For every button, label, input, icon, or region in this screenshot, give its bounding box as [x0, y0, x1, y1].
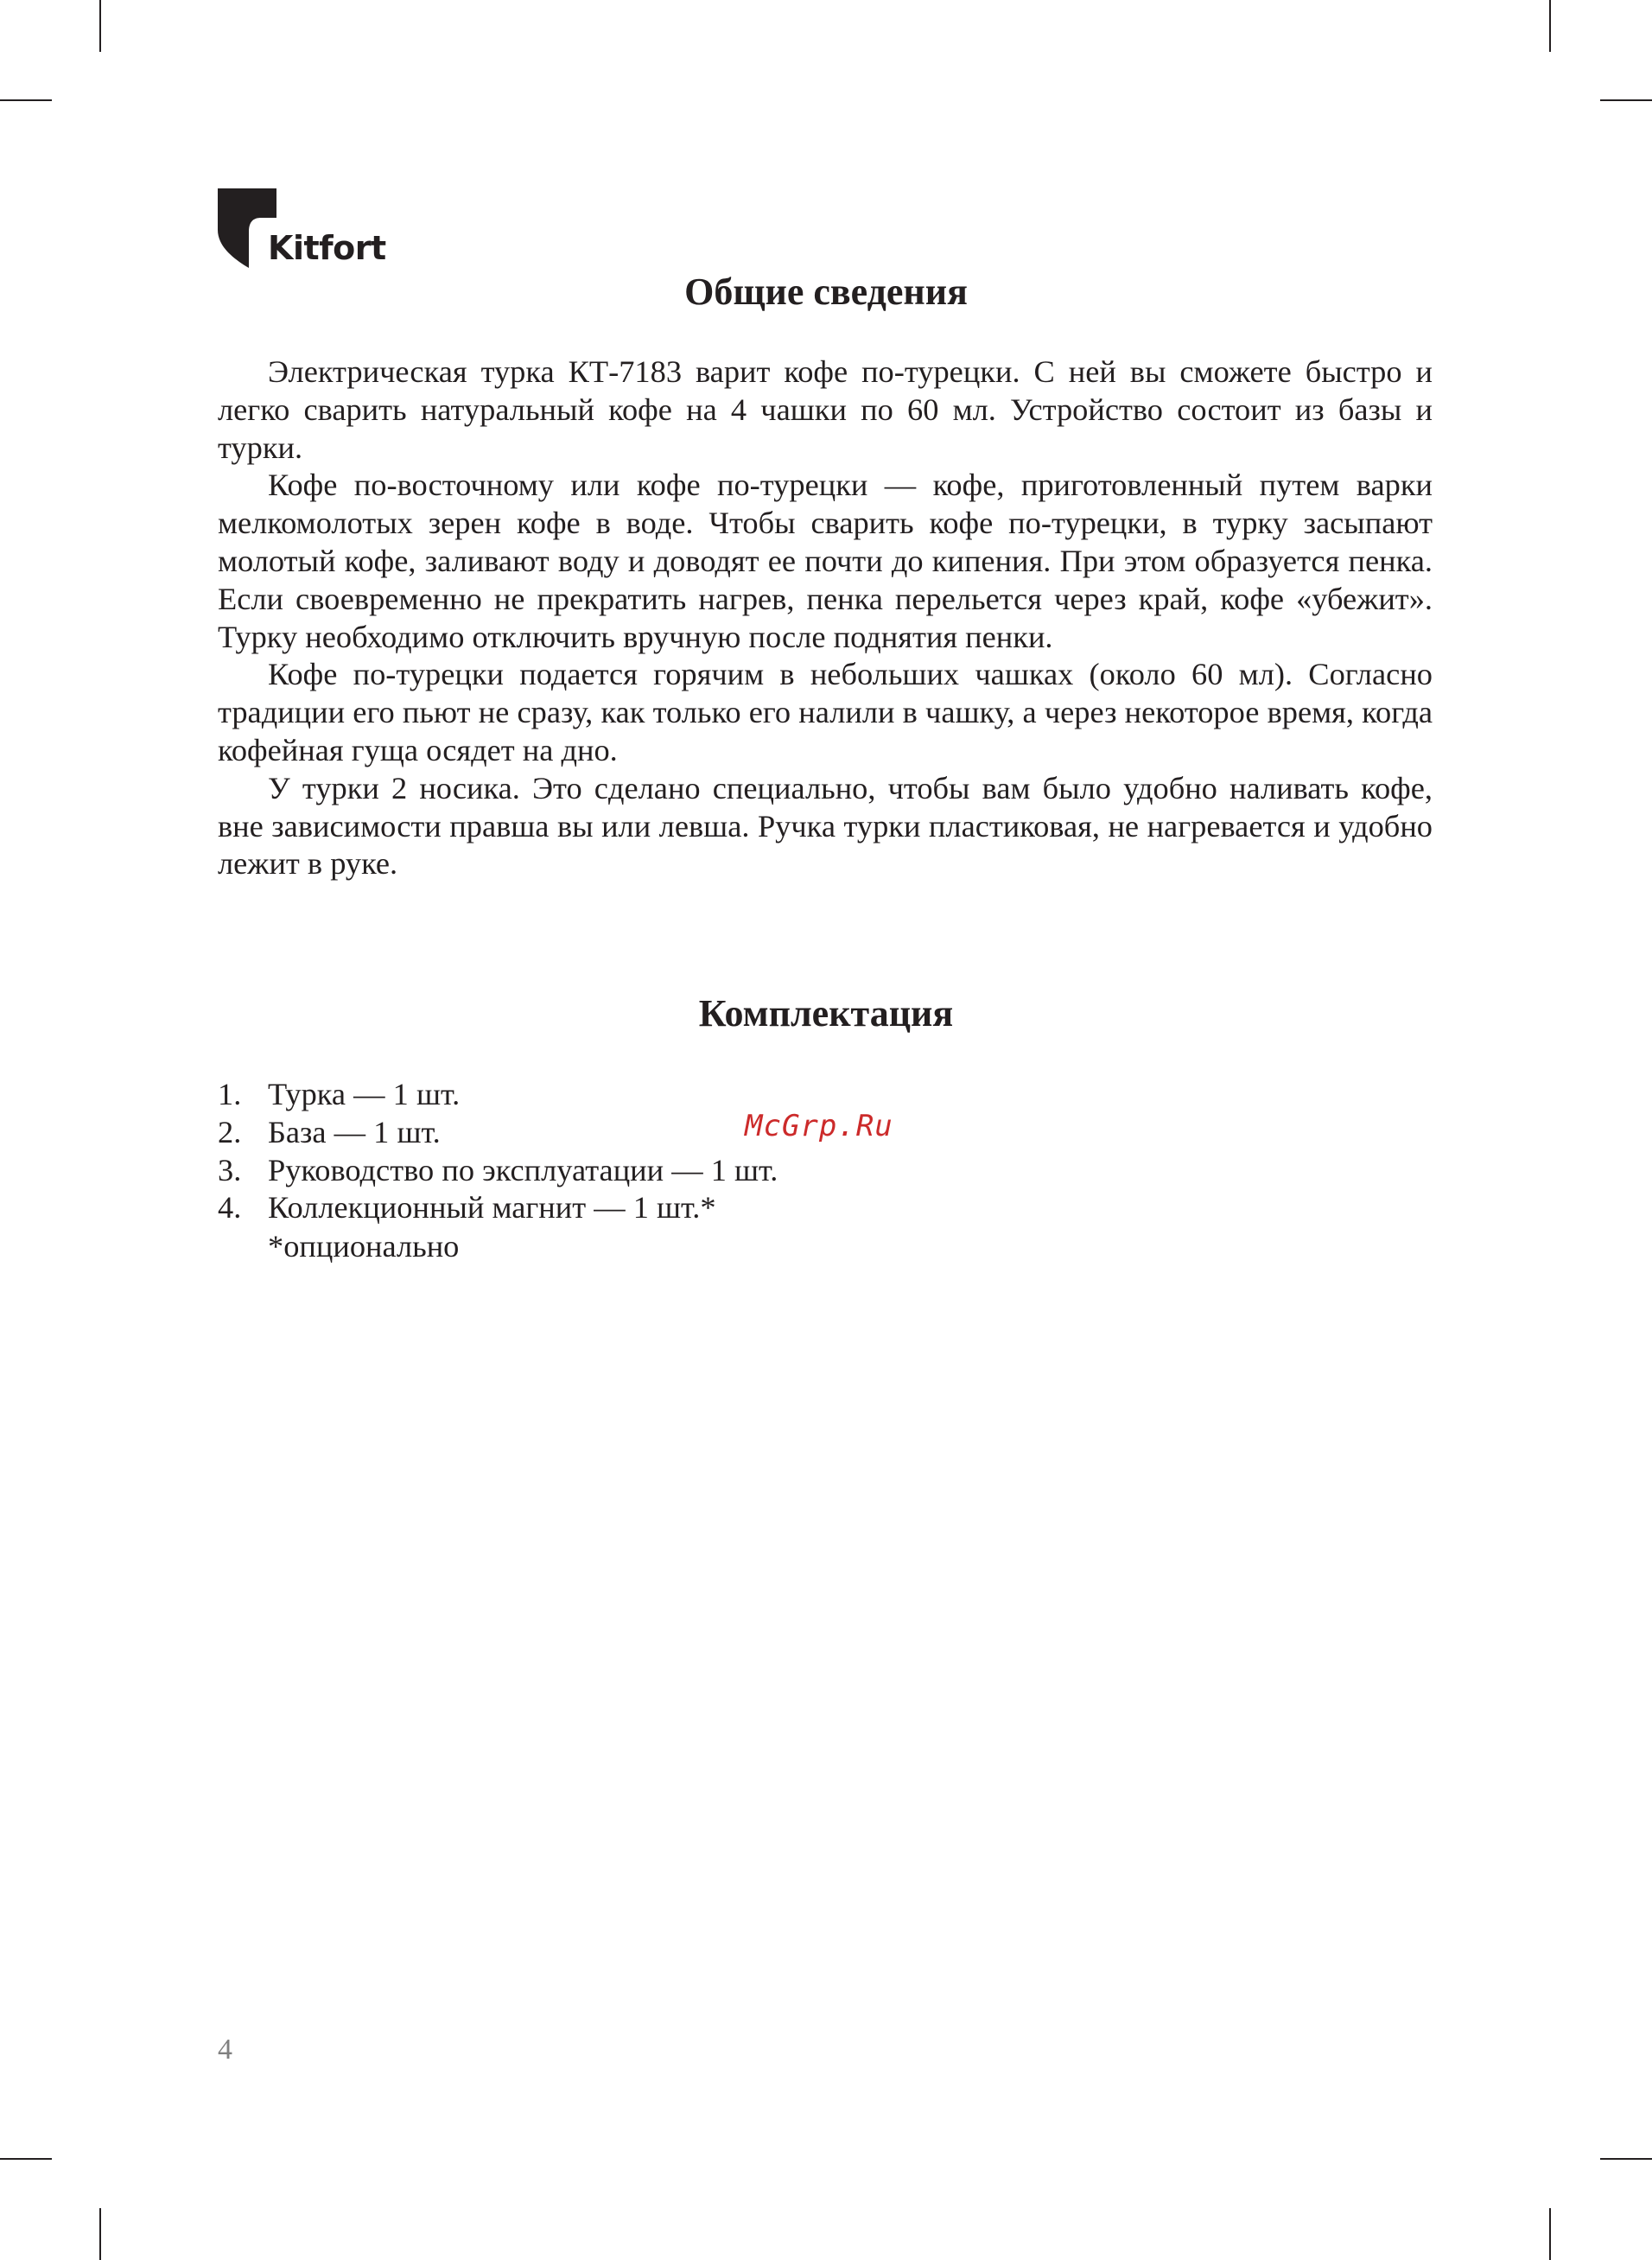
paragraph: У турки 2 носика. Это сделано специально, чтобы вам было удобно наливать кофе, вне зависимости правша вы или левша. Ручка турки пластиковая, не нагревается и удобно лежит в руке. [218, 770, 1433, 882]
crop-mark-top-left [99, 0, 101, 52]
crop-mark-top-right-h [1600, 99, 1652, 101]
section-title-general: Общие сведения [684, 271, 968, 313]
paragraph: Кофе по-турецки подается горячим в небольших чашках (около 60 мл). Согласно традиции его пьют не сразу, как только его налили в чашку, а через некоторое время, когда кофейная гуща осядет на дно. [218, 657, 1433, 767]
section-title-kit: Комплектация [698, 992, 954, 1035]
list-item-number: 1. [218, 1077, 242, 1111]
list-item [218, 1114, 778, 1152]
list-item-number: 2. [218, 1114, 242, 1149]
crop-mark-top-right [1549, 0, 1551, 52]
kitfort-logo [218, 188, 391, 275]
list-item [218, 1189, 778, 1227]
kitfort-logo-text: Kitfort [268, 229, 386, 267]
list-item-text: Коллекционный магнит — 1 шт.* [268, 1190, 716, 1225]
list-item [218, 1076, 778, 1114]
kit-footnote: *опционально [268, 1229, 460, 1264]
kit-list [218, 1076, 778, 1227]
crop-mark-bottom-left [99, 2208, 101, 2260]
list-item-number: 3. [218, 1152, 242, 1187]
crop-mark-bottom-right-h [1600, 2158, 1652, 2160]
list-item-number: 4. [218, 1190, 242, 1225]
page-number: 4 [218, 2034, 232, 2066]
paragraph: Электрическая турка КТ-7183 варит кофе по-турецки. С ней вы сможете быстро и легко сварить натуральный кофе на 4 чашки по 60 мл. Устройство состоит из базы и турки. [218, 354, 1433, 465]
crop-mark-bottom-left-h [0, 2158, 52, 2160]
list-item-text: Турка — 1 шт. [268, 1077, 461, 1111]
general-body [218, 353, 1433, 883]
list-item [218, 1152, 778, 1190]
list-item-text: Руководство по эксплуатации — 1 шт. [268, 1152, 778, 1187]
watermark: McGrp.Ru [745, 1109, 893, 1143]
crop-mark-top-left-h [0, 99, 52, 101]
list-item-text: База — 1 шт. [268, 1114, 441, 1149]
crop-mark-bottom-right [1549, 2208, 1551, 2260]
paragraph: Кофе по-восточному или кофе по-турецки — кофе, приготовленный путем варки мелкомолотых зерен кофе в воде. Чтобы сварить кофе по-турецки, в турку засыпают молотый кофе, заливают воду и доводят ее почти до кипения. При этом образуется пенка. Если своевременно не прекратить нагрев, пенка перельется через край, кофе «убежит». Турку необходимо отключить вручную после поднятия пенки. [218, 468, 1433, 654]
